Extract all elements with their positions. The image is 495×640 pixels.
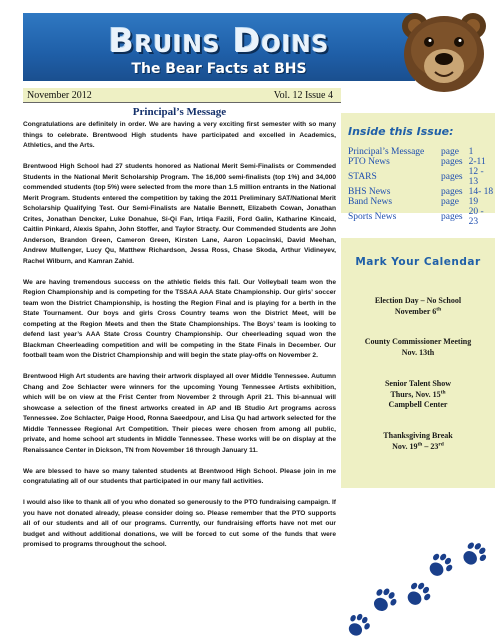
- article-paragraph: Brentwood High School had 27 students honored as National Merit Semi-Finalists or Commended Students in the National Merit Scholarship Program. The 16,000 semi-finalists (top 1%) and 34,000 commended students (top 5%) were selected from the more than 1.5 million entrants in the National Merit Program. Students entered the competition by taking the 2011 Preliminary SAT/National Merit Scholarship Qualifying Test. Our Semi-Finalists are Natalie Bennett, Elizabeth Cowan, Jonathan Crites, Jonathan Dencker, Luke Donahue, Si-Qi Fan, Irtiqa Fazili, Ford Galin, Katharine Kincaid, Caitlin Pinkard, Alexis Spahn, John Stoffer, and Taylor Stracty. Our Commended Students are John Anderson, Brandon Green, Cameron Green, Kirsten Lane, Aaron Lopacinski, David Meehan, Andrew Mullenger, Lucy Qu, Matthew Richardson, Jessa Ross, Chase Skoda, Arthur Vidineyev, Rachel Wilburn, and Kamran Zahid.: [23, 163, 336, 265]
- article-paragraph: Brentwood High Art students are having their artwork displayed all over Middle Tennessee. Autumn Chang and Zoe Schlacter were winners for the upcoming Young Tennessee Artists exhibition, which will be on view at the Frist Center from November 2 through April 21. This bi-annual will showcase a selection of the finest artworks created in AP and IB Studio Art programs across Tennessee. Zoe Schlacter, Paige Hood, Ronna Saeedpour, and Lisa Qu had artwork selected for the Middle Tennessee Regional Art Competition. Their pieces were chosen from among all public, private, and home school art students in Middle Tennessee. These works will be on display at the Renaissance Center in Dickson, TN from November 16 through January 11.: [23, 373, 336, 454]
- contents-row[interactable]: [348, 167, 495, 187]
- contents-row[interactable]: [348, 207, 495, 227]
- article-paragraph: We are having tremendous success on the athletic fields this fall. Our Volleyball team won the Region Championship and is competing for the TSSAA AAA State Championship. Our girls’ soccer team won the District Championship, is hosting the Region Final and is playing for a berth in the State Tournament. Our boys and girls Cross Country teams won the District Meet, will be competing at the Region Meets and then the State Championships. The Boys’ team is looking to defend last year’s AAA State Cross Country Championship. Our cheerleading squad won the Blackman Cheerleading competition and will be competing in the State Finals in December. Our football team won the District Championship and will begin the state play-offs on November 2.: [23, 278, 336, 359]
- contents-section: Principal’s Message: [348, 147, 425, 157]
- principal-message-article: [23, 106, 336, 561]
- contents-section: STARS: [348, 172, 377, 182]
- contents-row[interactable]: [348, 147, 495, 157]
- event-name: Election Day – No School: [374, 296, 462, 305]
- paw-prints-icon: [340, 510, 495, 640]
- contents-page-label: page: [441, 147, 459, 157]
- event-name: Senior Talent Show: [384, 379, 452, 388]
- contents-section: Band News: [348, 197, 393, 207]
- event-date: Nov. 19th – 23rd: [392, 440, 444, 451]
- issue-date: November 2012: [27, 90, 92, 101]
- event-date: November 6th: [394, 305, 442, 316]
- contents-row[interactable]: [348, 157, 495, 167]
- calendar-event: [341, 337, 495, 358]
- article-paragraph: We are blessed to have so many talented students at Brentwood High School. Please join in me congratulating all of our students that participated in our many fall activities.: [23, 467, 336, 485]
- contents-pages: 12 - 13: [468, 167, 484, 187]
- article-paragraph: I would also like to thank all of you who donated so generously to the PTO fundraising campaign. If you have not donated already, please consider doing so. Please remember that the PTO supports all of our students and all of our programs. Currently, our fundraising efforts have not met our budget and without additional donations, we will be forced to cut some of the funds that were promised to programs throughout the school.: [23, 499, 336, 548]
- contents-pages: 1: [468, 147, 474, 157]
- contents-section: PTO News: [348, 157, 390, 167]
- article-heading: Principal’s Message: [132, 106, 227, 118]
- bear-mascot-icon: [395, 4, 493, 94]
- contents-pages: 2-11: [468, 157, 486, 167]
- issue-volume: Vol. 12 Issue 4: [273, 90, 333, 101]
- contents-section: Sports News: [348, 212, 397, 222]
- contents-pages: 14- 18: [468, 187, 494, 197]
- calendar-event: [341, 379, 495, 411]
- contents-page-label: pages: [441, 187, 463, 197]
- contents-page-label: pages: [441, 212, 463, 222]
- contents-pages: 19: [468, 197, 479, 207]
- contents-table: [348, 147, 495, 227]
- masthead-banner: [23, 13, 415, 81]
- event-name: County Commissioner Meeting: [364, 337, 472, 346]
- calendar-box: [341, 238, 495, 488]
- newsletter-subtitle: The Bear Facts at BHS: [131, 61, 307, 77]
- contents-section: BHS News: [348, 187, 391, 197]
- calendar-event: [341, 296, 495, 317]
- article-paragraph: Congratulations are definitely in order. We are having a very exciting first semester with so many things to celebrate. Brentwood High students have participated and excelled in Academics, Athletics, and the Arts.: [23, 121, 336, 149]
- calendar-title: Mark Your Calendar: [355, 256, 481, 268]
- contents-row[interactable]: [348, 197, 495, 207]
- contents-page-label: page: [441, 197, 459, 207]
- event-date: Thurs, Nov. 15th: [390, 388, 446, 399]
- event-location: Campbell Center: [388, 400, 448, 409]
- contents-row[interactable]: [348, 187, 495, 197]
- contents-page-label: pages: [441, 157, 463, 167]
- inside-title: Inside this Issue:: [348, 125, 454, 138]
- contents-page-label: pages: [441, 172, 463, 182]
- inside-this-issue-box: [341, 113, 495, 227]
- event-name: Thanksgiving Break: [383, 431, 453, 440]
- newsletter-title: Bruins Doins: [108, 21, 330, 60]
- calendar-event: [341, 431, 495, 452]
- issue-date-bar: [23, 88, 341, 103]
- contents-pages: 20 - 23: [468, 207, 484, 227]
- event-date: Nov. 13th: [401, 347, 435, 357]
